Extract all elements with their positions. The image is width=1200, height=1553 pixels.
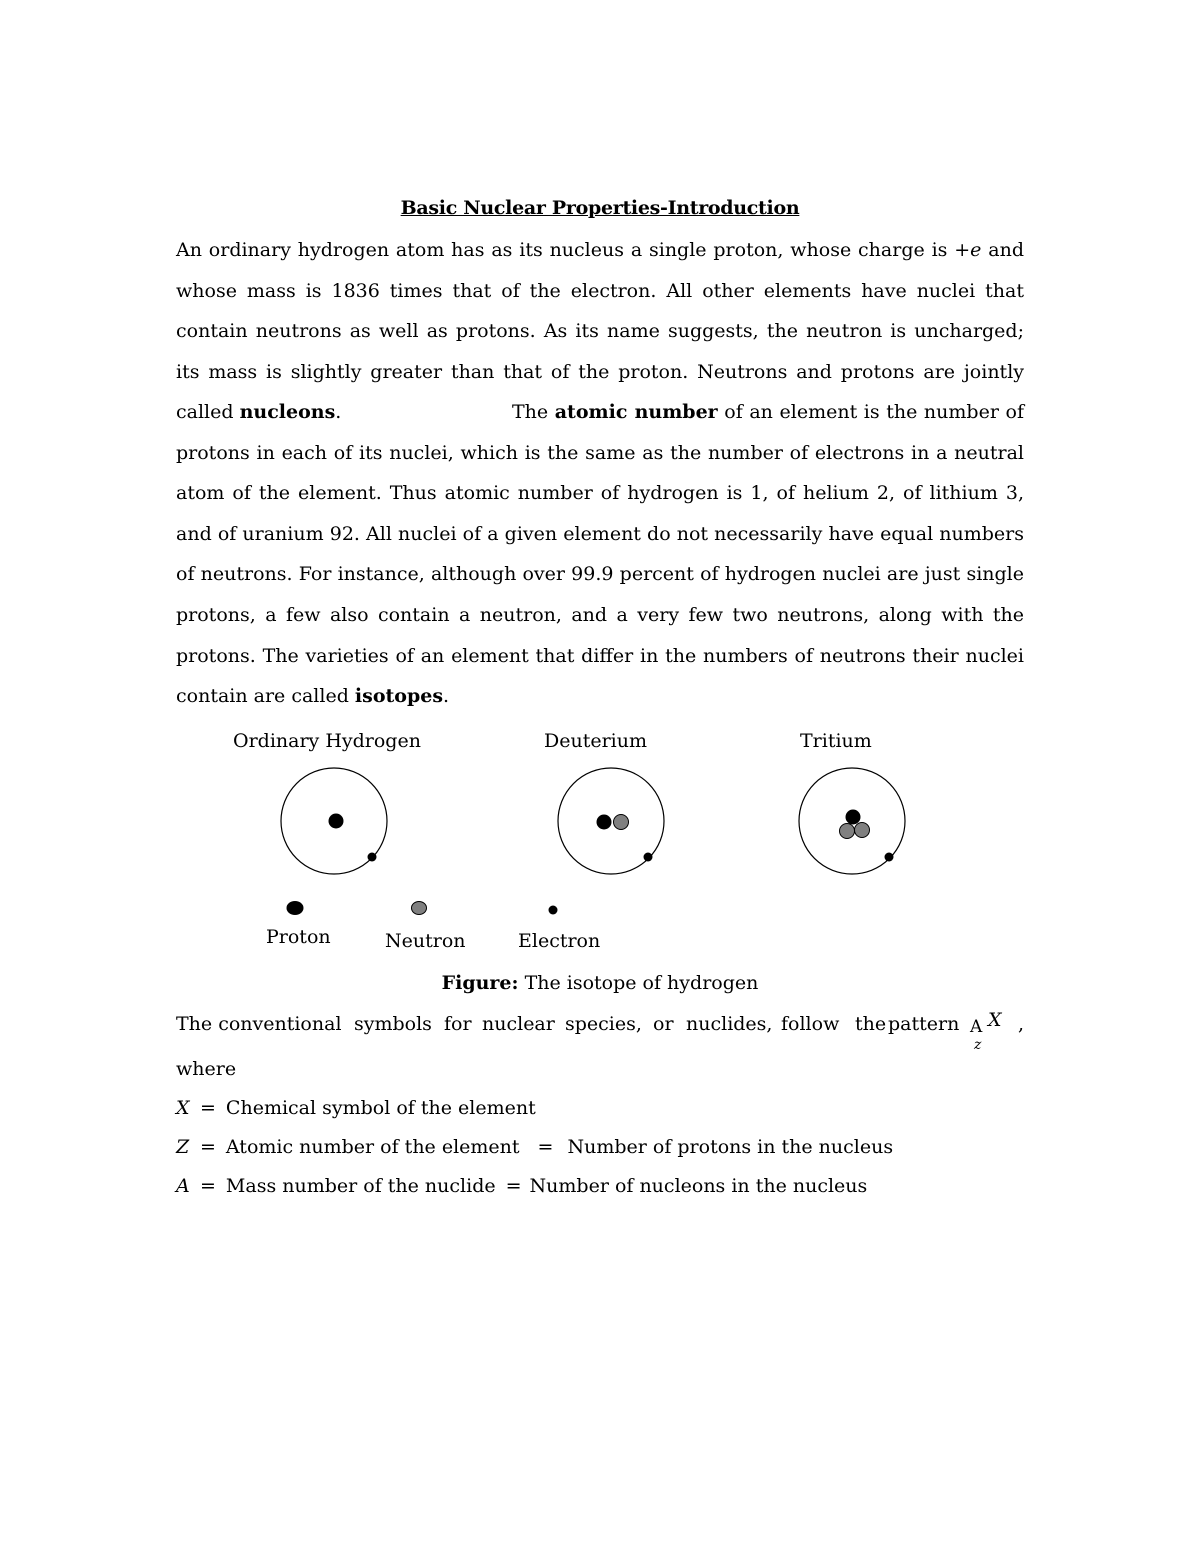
charge-symbol: +e [954, 239, 982, 261]
sentence-word: symbols [354, 1013, 432, 1035]
def-text: Atomic number of the element [225, 1136, 520, 1158]
electron-dot [644, 853, 653, 862]
caption-label: Figure: [441, 972, 519, 994]
sentence-word: species, [565, 1013, 642, 1035]
def-equals: = [537, 1136, 554, 1158]
legend-electron-dot [549, 906, 558, 915]
atom-deuterium [558, 768, 664, 874]
isotope-label-deuterium: Deuterium [544, 730, 648, 752]
isotope-figure [0, 720, 1200, 970]
term-atomic-number: atomic number [554, 401, 718, 423]
figure-caption [0, 972, 1200, 994]
paragraph-text: . [335, 401, 342, 424]
proton-dot [329, 814, 344, 829]
legend-proton-dot [287, 901, 304, 915]
paragraph-text: An ordinary hydrogen atom has as its nucleus a single proton, whose charge is [176, 239, 955, 261]
legend-electron-label: Electron [518, 930, 601, 952]
def-equals: = [200, 1175, 216, 1197]
definition-a [176, 1175, 867, 1197]
def-equals: = [505, 1175, 522, 1197]
def-text: Chemical symbol of the element [225, 1097, 536, 1119]
def-variable: X [176, 1097, 190, 1119]
electron-dot [885, 853, 894, 862]
caption-text: The isotope of hydrogen [518, 972, 759, 994]
sentence-word: the [855, 1013, 887, 1035]
sentence-word: for [444, 1013, 472, 1035]
paragraph-text: of an element is the number of protons in each of its nuclei, which is the same as the number of electrons in a neutral atom of the element. Thus atomic number of hydrogen is 1, of helium 2, of lithium 3, and of uranium 92. All nuclei of a given element do not necessarily have equal numbers of neutrons. For instance, although over 99.9 percent of hydrogen nuclei are just single protons, a few also contain a neutron, and a very few two neutrons, along with the protons. The varieties of an element that differ in the numbers of neutrons their nuclei contain are called [176, 401, 1024, 708]
electron-dot [368, 853, 377, 862]
definition-z [176, 1136, 893, 1158]
sentence-word: pattern [888, 1013, 960, 1035]
def-text: Mass number of the nuclide [225, 1175, 496, 1197]
atom-hydrogen [281, 768, 387, 874]
atom-tritium [799, 768, 905, 874]
sentence-comma: , [1018, 1013, 1025, 1035]
isotope-label-tritium: Tritium [800, 730, 872, 752]
neutron-dot [855, 823, 870, 838]
def-text: Number of nucleons in the nucleus [529, 1175, 868, 1197]
sentence-word: or [653, 1013, 674, 1035]
legend-neutron-label: Neutron [385, 930, 466, 952]
legend-proton-label: Proton [266, 926, 331, 948]
paragraph-text: . [443, 685, 450, 708]
term-isotopes: isotopes [354, 685, 444, 708]
sentence-word: The conventional [176, 1013, 342, 1035]
neutron-dot [840, 824, 855, 839]
sentence-word: nuclear [482, 1013, 555, 1035]
paragraph-atomic-number [176, 392, 1024, 717]
where-label: where [176, 1058, 237, 1080]
def-equals: = [200, 1097, 216, 1119]
proton-dot [597, 815, 612, 830]
legend-symbols [287, 901, 558, 915]
def-variable: Z [176, 1136, 190, 1158]
symbol-atomic-number: z [974, 1037, 982, 1053]
term-nucleons: nucleons [239, 401, 336, 424]
symbol-element: X [988, 1009, 1002, 1031]
sentence-word: nuclides, [686, 1013, 773, 1035]
paragraph-text: The [512, 401, 555, 423]
definition-x [176, 1097, 536, 1119]
sentence-word: follow [781, 1013, 840, 1035]
isotope-label-hydrogen: Ordinary Hydrogen [233, 730, 421, 752]
nuclide-symbol [970, 1009, 1020, 1053]
neutron-dot [614, 815, 629, 830]
symbol-mass-number: A [970, 1017, 983, 1037]
paragraph-text: and whose mass is 1836 times that of the electron. All other elements have nuclei that contain neutrons as well as protons. As its name suggests, the neutron is uncharged; its mass is slightly greater than that of the proton. Neutrons and protons are jointly called [176, 239, 1024, 424]
page-title: Basic Nuclear Properties-Introduction [400, 197, 800, 219]
def-equals: = [200, 1136, 216, 1158]
def-variable: A [176, 1175, 190, 1197]
def-text: Number of protons in the nucleus [567, 1136, 894, 1158]
proton-dot [846, 810, 861, 825]
legend-neutron-dot [412, 902, 427, 915]
